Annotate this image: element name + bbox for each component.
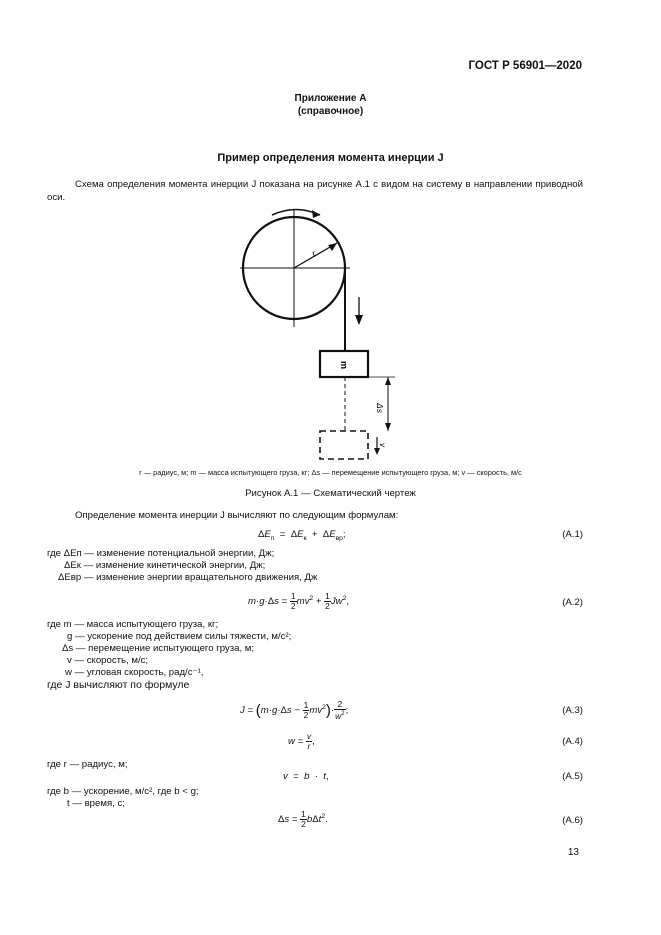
equation-a2: m·g·Δs = $\frac{1}{2}$ $mv^2$ + $\frac{1}{2}$ Jw$^2$, [248, 591, 349, 611]
equation-a5-number: (А.5) [562, 771, 583, 782]
label-m: m [339, 360, 349, 370]
lower-mass-position [320, 431, 368, 459]
where2-line3: Δs — перемещение испытующего груза, м; [62, 643, 255, 654]
where1-line1: где ΔEп — изменение потенциальной энергии, Дж; [47, 548, 275, 559]
page-number: 13 [567, 847, 579, 858]
equation-a5: v = b · t, [283, 771, 329, 782]
radius-arrowhead [328, 243, 337, 251]
appendix-subtitle: (справочное) [297, 106, 364, 117]
dimension-arrow-up [385, 377, 391, 385]
formula-lead: Определение момента инерции J вычисляют по следующим формулам: [75, 510, 399, 521]
velocity-arrowhead [374, 448, 380, 455]
where2-line2: g — ускорение под действием силы тяжести, м/с²; [67, 631, 292, 642]
where2-line4: v — скорость, м/с; [67, 655, 149, 666]
schematic-figure [220, 205, 440, 463]
where-b: где b — ускорение, м/с², где b < g; [47, 786, 199, 797]
appendix-heading [0, 92, 661, 118]
equation-a1: $\Delta E_п = \Delta E_к + \Delta E_{вр}$; [258, 529, 346, 542]
motion-arrowhead [355, 315, 363, 325]
equation-a3-number: (А.3) [562, 705, 583, 716]
figure-legend: r — радиус, м; m — масса испытующего груза, кг; Δs — перемещение испытующего груза, м; v — скорость, м/с [139, 468, 522, 477]
where2-line5: w — угловая скорость, рад/с⁻¹, [65, 667, 204, 678]
intro-paragraph: Схема определения момента инерции J показана на рисунке А.1 с видом на систему в направлении приводной оси. [47, 179, 583, 203]
equation-a4: w = $\frac{v}{r}$ , [288, 731, 315, 751]
appendix-title: Приложение А [294, 93, 367, 104]
equation-a2-number: (А.2) [562, 597, 583, 608]
equation-a1-number: (А.1) [562, 529, 583, 540]
figure-caption: Рисунок А.1 — Схематический чертеж [245, 488, 416, 499]
equation-a3: J = (m·g·Δs − $\frac{1}{2}$ $mv^2)\cdot$ $\frac{2}{w^2}$ ; [240, 699, 349, 721]
equation-a6-number: (А.6) [562, 815, 583, 826]
label-v: v [378, 443, 387, 447]
standard-header: ГОСТ Р 56901—2020 [468, 60, 582, 72]
equation-a4-number: (А.4) [562, 736, 583, 747]
where1-line2: ΔEк — изменение кинетической энергии, Дж; [64, 560, 266, 571]
section-title: Пример определения момента инерции J [217, 152, 444, 164]
where2-tail: где J вычисляют по формуле [47, 679, 190, 691]
label-ds: Δs [375, 403, 385, 413]
where-r: где r — радиус, м; [47, 759, 128, 770]
where-t: t — время, с; [67, 798, 125, 809]
label-r: r [310, 248, 318, 259]
where2-line1: где m — масса испытующего груза, кг; [47, 619, 219, 630]
equation-a6: Δs = $\frac{1}{2}$ bΔt$^2$. [278, 809, 328, 829]
dimension-arrow-down [385, 423, 391, 431]
where1-line3: ΔEвр — изменение энергии вращательного движения, Дж [58, 572, 318, 583]
